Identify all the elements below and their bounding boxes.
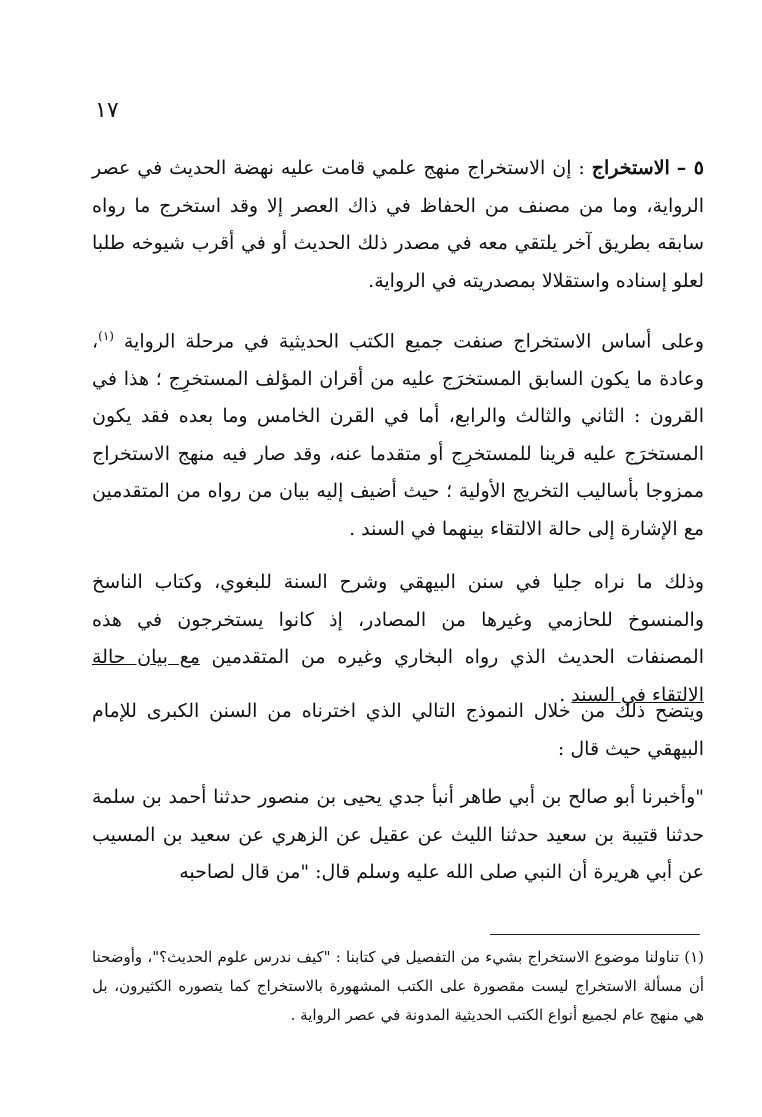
section-term: الاستخراج xyxy=(591,157,670,179)
section-colon: : xyxy=(571,157,592,179)
footnotes xyxy=(92,943,704,1030)
body-paragraph xyxy=(92,564,704,714)
paragraph-text: "وأخبرنا أبو صالح بن أبي طاهر أنبأ جدي يحيى بن منصور حدثنا أحمد بن سلمة حدثنا قتيبة بن سعيد حدثنا الليث عن عقيل عن الزهري عن سعيد بن المسيب عن أبي هريرة أن النبي صلى الله عليه وسلم قال: "من قال لصاحبه xyxy=(92,786,704,883)
body-paragraph xyxy=(92,318,704,548)
body-paragraph xyxy=(92,693,704,768)
section-intro: إن الاستخراج منهج علمي قامت عليه نهضة الحديث في عصر الرواية، وما من مصنف من الحفاظ في ذاك العصر إلا وقد استخرج ما رواه سابقه بطريق آخر يلتقي معه في مصدر ذلك الحديث أو في أقرب شيوخه طلبا لعلو إسناده واستقلالا بمصدريته في الرواية. xyxy=(92,157,704,292)
quoted-paragraph xyxy=(92,779,704,892)
footnote-divider xyxy=(490,934,700,935)
footnote-reference: (١) xyxy=(98,329,114,343)
footnote-text: (١) تناولنا موضوع الاستخراج بشيء من التفصيل في كتابنا : "كيف ندرس علوم الحديث؟"، وأوضحنا أن مسألة الاستخراج ليست مقصورة على الكتب المشهورة بالاستخراج كما يتصوره الكثيرون، بل هي منهج عام لجميع أنواع الكتب الحديثية المدونة في عصر الرواية . xyxy=(92,948,704,1024)
paragraph-text: وعلى أساس الاستخراج صنفت جميع الكتب الحديثية في مرحلة الرواية xyxy=(113,330,704,353)
underlined-phrase: مع بيان حالة الالتقاء في السند xyxy=(92,646,704,706)
paragraph-text: وذلك ما نراه جليا في سنن البيهقي وشرح السنة للبغوي، وكتاب الناسخ والمنسوخ للحازمي وغيرها من المصادر، إذ كانوا يستخرجون في هذه المصنفات الحديث الذي رواه البخاري وغيره من المتقدمين xyxy=(92,571,704,668)
section-number: ٥ – xyxy=(676,157,704,179)
paragraph-text: ويتضح ذلك من خلال النموذج التالي الذي اخترناه من السنن الكبرى للإمام البيهقي حيث قال : xyxy=(92,700,704,760)
section-paragraph xyxy=(92,150,704,300)
page-number: ١٧ xyxy=(95,98,119,123)
paragraph-text: ، وعادة ما يكون السابق المستخرَج عليه من أقران المؤلف المستخرِج ؛ هذا في القرون : الثاني والثالث والرابع، أما في القرن الخامس وما بعده فقد يكون المستخرَج عليه قرينا للمستخرِج أو متقدما عنه، وقد صار فيه منهج الاستخراج ممزوجا بأساليب التخريج الأولية ؛ حيث أضيف إليه بيان من رواه من المتقدمين مع الإشارة إلى حالة الالتقاء بينهما في السند . xyxy=(92,330,704,540)
paragraph-end: . xyxy=(559,683,572,706)
